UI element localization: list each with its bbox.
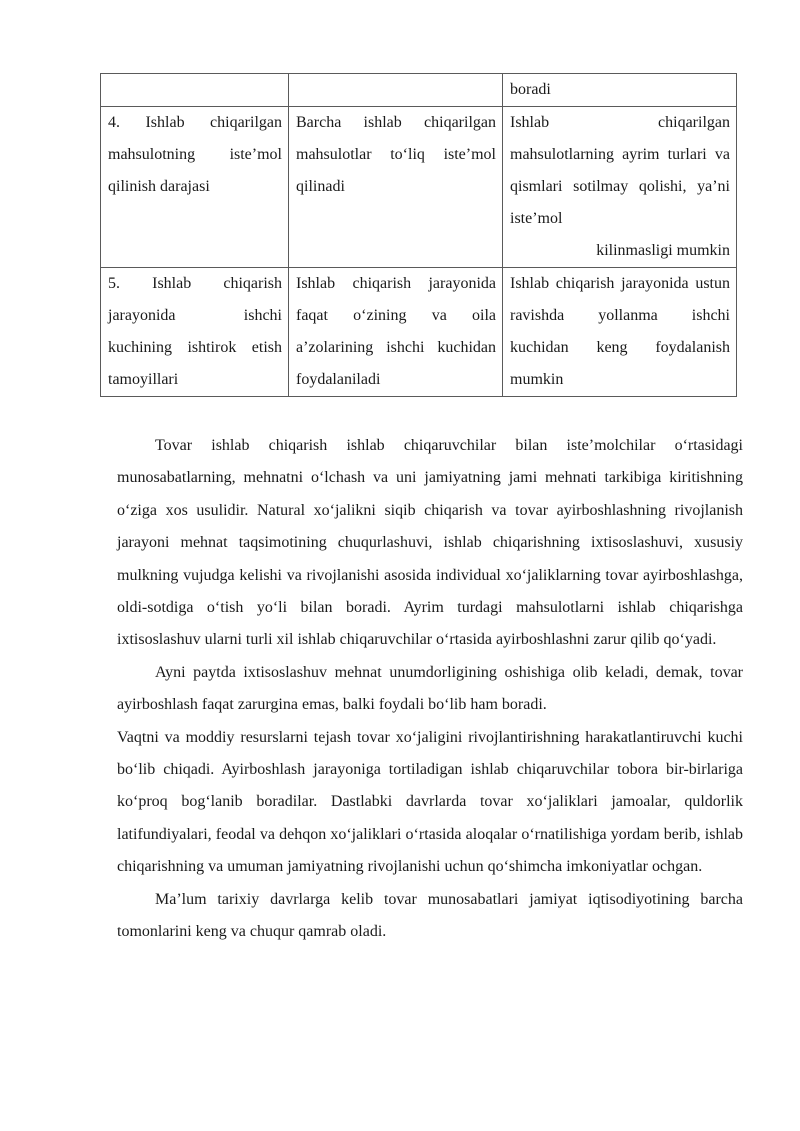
cell-text: 4. Ishlab chiqarilgan mahsulotning iste’mol qilinish darajasi (108, 114, 282, 195)
paragraph: Ayni paytda ixtisoslashuv mehnat unumdorligining oshishiga olib keladi, demak, tovar ayirboshlash faqat zarurgina emas, balki foydali bo‘lib ham boradi. (117, 663, 743, 714)
table-cell (503, 107, 737, 268)
cell-text: Ishlab chiqarish jarayonida faqat o‘zining va oila a’zolarining ishchi kuchidan foydalaniladi (296, 275, 496, 388)
table-cell (101, 107, 289, 268)
cell-text: 5. Ishlab chiqarish jarayonida ishchi kuchining ishtirok etish tamoyillari (108, 275, 282, 388)
body-text (117, 430, 743, 949)
cell-text: boradi (510, 81, 551, 98)
table-cell (289, 268, 503, 397)
cell-text: Ishlab chiqarish jarayonida ustun ravishda yollanma ishchi kuchidan keng foydalanish mumkin (510, 275, 730, 388)
paragraph: Vaqtni va moddiy resurslarni tejash tovar xo‘jaligini rivojlantirishning harakatlantiruvchi kuchi bo‘lib chiqadi. Ayirboshlash jarayoniga tortiladigan ishlab chiqaruvchilar tobora bir-birlariga ko‘proq bog‘lanib boradilar. Dastlabki davrlarda tovar xo‘jaliklari jamoalar, quldorlik latifundiyalari, feodal va dehqon xo‘jaliklari o‘rtasida aloqalar o‘rnatilishiga yordam berib, ishlab chiqarishning va umuman jamiyatning rivojlanishi uchun qo‘shimcha imkoniyatlar ochgan. (117, 728, 743, 876)
cell-text: Barcha ishlab chiqarilgan mahsulotlar to‘liq iste’mol qilinadi (296, 114, 496, 195)
table-row (101, 268, 737, 397)
table-cell (289, 74, 503, 107)
table-cell (101, 268, 289, 397)
cell-text-continuation: kilinmasligi mumkin (596, 242, 730, 259)
table-row (101, 74, 737, 107)
paragraph: Tovar ishlab chiqarish ishlab chiqaruvchilar bilan iste’molchilar o‘rtasidagi munosabatlarning, mehnatni o‘lchash va uni jamiyatning jami mehnati tarkibiga kiritishning o‘ziga xos usulidir. Natural xo‘jalikni siqib chiqarish va tovar ayirboshlashning rivojlanish jarayoni mehnat taqsimotining chuqurlashuvi, ishlab chiqarishning ixtisoslashuvi, xususiy mulkning vujudga kelishi va rivojlanishi asosida individual xo‘jaliklarning tovar ayirboshlashga, oldi-sotdiga o‘tish yo‘li bilan boradi. Ayrim turdagi mahsulotlarni ishlab chiqarishga ixtisoslashuv ularni turli xil ishlab chiqaruvchilar o‘rtasida ayirboshlashni zarur qilib qo‘yadi. (117, 437, 743, 649)
table-cell (101, 74, 289, 107)
comparison-table (100, 73, 737, 397)
table-row (101, 107, 737, 268)
cell-text: Ishlab chiqarilgan mahsulotlarning ayrim turlari va qismlari sotilmay qolishi, ya’ni iste’mol (510, 114, 730, 227)
table-cell (503, 74, 737, 107)
paragraph: Ma’lum tarixiy davrlarga kelib tovar munosabatlari jamiyat iqtisodiyotining barcha tomonlarini keng va chuqur qamrab oladi. (117, 890, 743, 941)
table-cell (289, 107, 503, 268)
table-cell (503, 268, 737, 397)
